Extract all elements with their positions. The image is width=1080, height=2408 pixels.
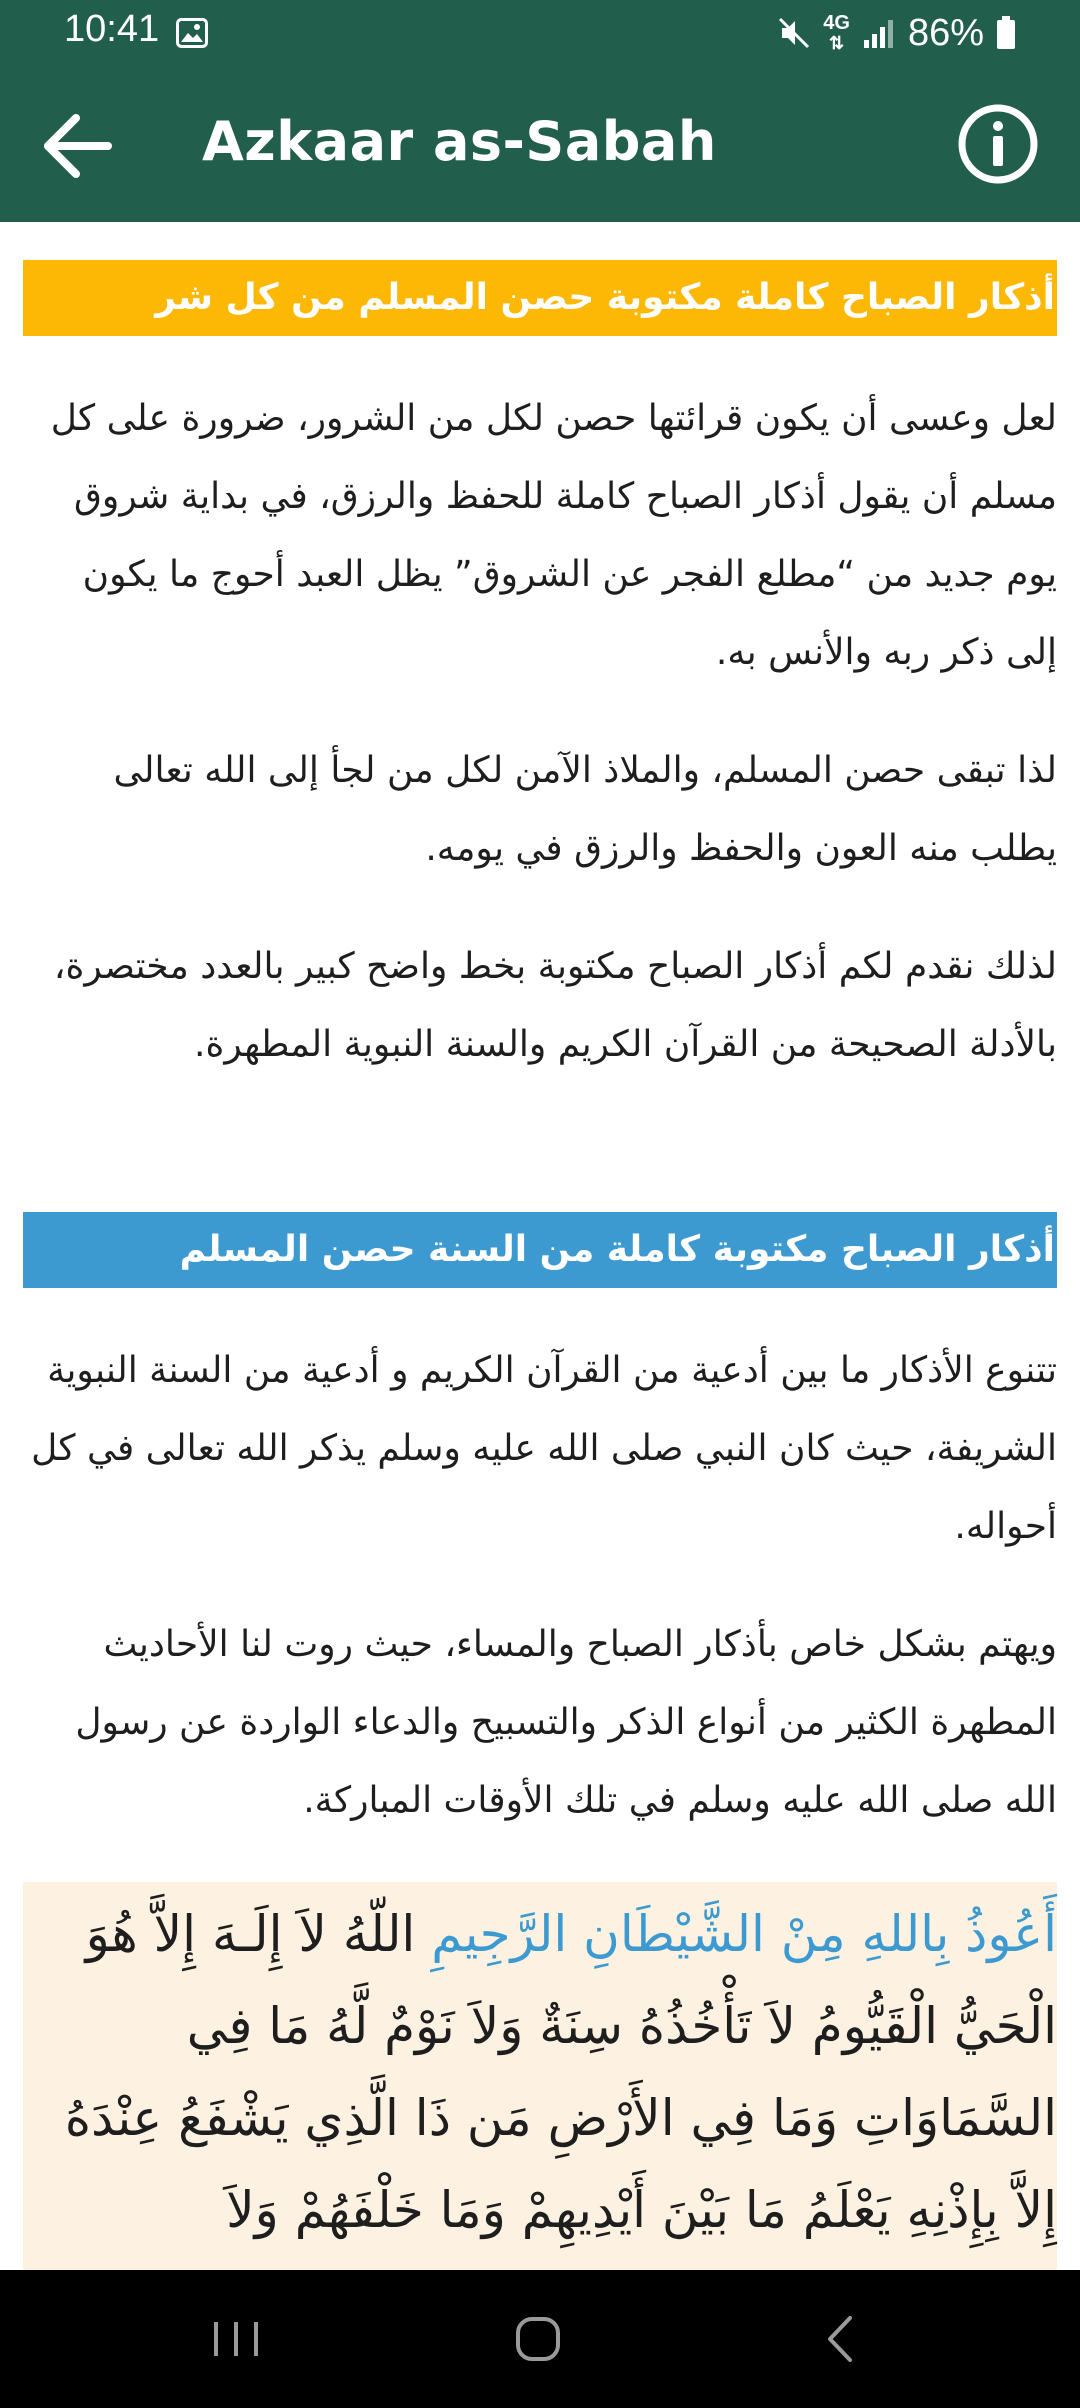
ayah-text: اللّهُ لاَ إِلَـهَ إِلاَّ هُوَ الْحَيُّ الْقَيُّومُ لاَ تَأْخُذُهُ سِنَةٌ وَلاَ نَوْمٌ لَّهُ مَا فِي السَّمَاوَاتِ وَمَا فِي الأَرْضِ مَن ذَا الَّذِي يَشْفَعُ عِنْدَهُ إِلاَّ بِإِذْنِهِ يَعْلَمُ مَا بَيْنَ أَيْدِيهِمْ وَمَا خَلْفَهُمْ وَلاَ <box>64 1905 1057 2239</box>
paragraph-3: لذلك نقدم لكم أذكار الصباح مكتوبة بخط واضح كبير بالعدد مختصرة، بالأدلة الصحيحة من القرآن الكريم والسنة النبوية المطهرة. <box>53 946 1057 1065</box>
battery-percent: 86% <box>907 11 984 54</box>
status-icons <box>777 8 1016 58</box>
article-content[interactable] <box>0 222 1080 2270</box>
network-label: 4G <box>823 12 850 34</box>
arrow-left-icon[interactable] <box>38 106 118 186</box>
recents-icon[interactable] <box>196 2304 276 2374</box>
gallery-icon <box>176 18 208 48</box>
paragraph-1: لعل وعسى أن يكون قرائتها حصن لكل من الشرور، ضرورة على كل مسلم أن يقول أذكار الصباح كاملة للحفظ والرزق، في بداية شروق يوم جديد من “مطلع الفجر عن الشروق” يظل العبد أحوج ما يكون إلى ذكر ربه والأنس به. <box>50 398 1057 673</box>
back-icon[interactable] <box>800 2304 880 2374</box>
battery-icon <box>996 16 1016 50</box>
paragraph-4: تتنوع الأذكار ما بين أدعية من القرآن الكريم و أدعية من السنة النبوية الشريفة، حيث كان النبي صلى الله عليه وسلم يذكر الله تعالى في كل أحواله. <box>31 1350 1057 1547</box>
section-heading-2: أذكار الصباح مكتوبة كاملة من السنة حصن المسلم <box>23 1212 1057 1288</box>
paragraph-2: لذا تبقى حصن المسلم، والملاذ الآمن لكل من لجأ إلى الله تعالى يطلب منه العون والحفظ والرزق في يومه. <box>113 750 1057 869</box>
home-icon[interactable] <box>498 2304 578 2374</box>
signal-icon <box>862 18 896 48</box>
navigation-bar <box>0 2270 1080 2408</box>
ayah-intro: أَعُوذُ بِاللهِ مِنْ الشَّيْطَانِ الرَّجِيمِ <box>431 1905 1057 1963</box>
network-4g-icon: 4G ⇅ <box>823 12 850 53</box>
mute-icon <box>777 16 811 50</box>
app-bar <box>0 66 1080 222</box>
info-icon[interactable] <box>956 102 1040 186</box>
page-title: Azkaar as-Sabah <box>202 110 717 173</box>
ayah-box <box>23 1882 1057 2270</box>
status-bar <box>0 0 1080 66</box>
paragraph-5: ويهتم بشكل خاص بأذكار الصباح والمساء، حيث روت لنا الأحاديث المطهرة الكثير من أنواع الذكر والتسبيح والدعاء الواردة عن رسول الله صلى الله عليه وسلم في تلك الأوقات المباركة. <box>75 1624 1057 1821</box>
status-time: 10:41 <box>64 8 160 50</box>
section-heading-1: أذكار الصباح كاملة مكتوبة حصن المسلم من كل شر <box>23 260 1057 336</box>
